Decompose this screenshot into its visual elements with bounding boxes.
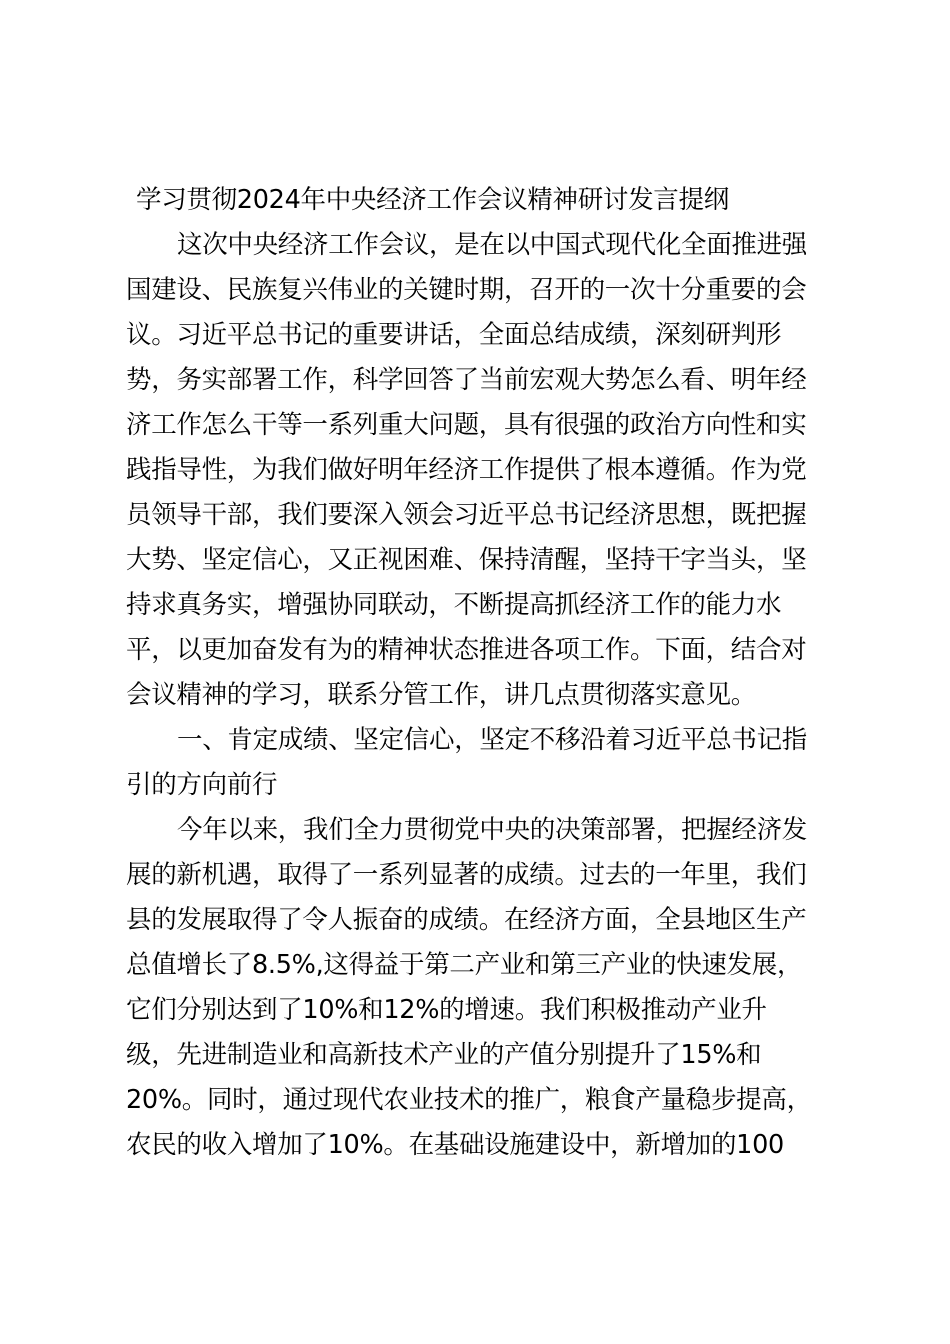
paragraph-line: 会议精神的学习，联系分管工作，讲几点贯彻落实意见。 (126, 680, 757, 710)
paragraph-line: 展的新机遇，取得了一系列显著的成绩。过去的一年里，我们 (126, 860, 807, 890)
paragraph-line: 国建设、民族复兴伟业的关键时期，召开的一次十分重要的会 (126, 275, 807, 305)
paragraph-line: 县的发展取得了令人振奋的成绩。在经济方面，全县地区生产 (126, 905, 807, 935)
document-title: 学习贯彻2024年中央经济工作会议精神研讨发言提纲 (136, 185, 729, 215)
paragraph-line: 持求真务实，增强协同联动，不断提高抓经济工作的能力水 (126, 590, 782, 620)
paragraph-line: 践指导性，为我们做好明年经济工作提供了根本遵循。作为党 (126, 455, 807, 485)
paragraph-line: 平，以更加奋发有为的精神状态推进各项工作。下面，结合对 (126, 635, 807, 665)
paragraph-line: 济工作怎么干等一系列重大问题，具有很强的政治方向性和实 (126, 410, 807, 440)
paragraph-line: 今年以来，我们全力贯彻党中央的决策部署，把握经济发 (177, 815, 808, 845)
section-heading-line: 一、肯定成绩、坚定信心，坚定不移沿着习近平总书记指 (177, 725, 808, 755)
paragraph-line: 总值增长了8.5%,这得益于第二产业和第三产业的快速发展， (126, 950, 803, 980)
paragraph-line: 大势、坚定信心，又正视困难、保持清醒，坚持干字当头，坚 (126, 545, 807, 575)
paragraph-line: 势，务实部署工作，科学回答了当前宏观大势怎么看、明年经 (126, 365, 807, 395)
paragraph-line: 这次中央经济工作会议，是在以中国式现代化全面推进强 (177, 230, 808, 260)
paragraph-line: 员领导干部，我们要深入领会习近平总书记经济思想，既把握 (126, 500, 807, 530)
paragraph-line: 它们分别达到了10%和12%的增速。我们积极推动产业升 (126, 995, 767, 1025)
paragraph-line: 级，先进制造业和高新技术产业的产值分别提升了15%和 (126, 1040, 762, 1070)
paragraph-line: 议。习近平总书记的重要讲话，全面总结成绩，深刻研判形 (126, 320, 782, 350)
paragraph-line: 20%。同时，通过现代农业技术的推广，粮食产量稳步提高， (126, 1085, 812, 1115)
section-heading-line: 引的方向前行 (126, 770, 278, 800)
paragraph-line: 农民的收入增加了10%。在基础设施建设中，新增加的100 (126, 1130, 784, 1160)
